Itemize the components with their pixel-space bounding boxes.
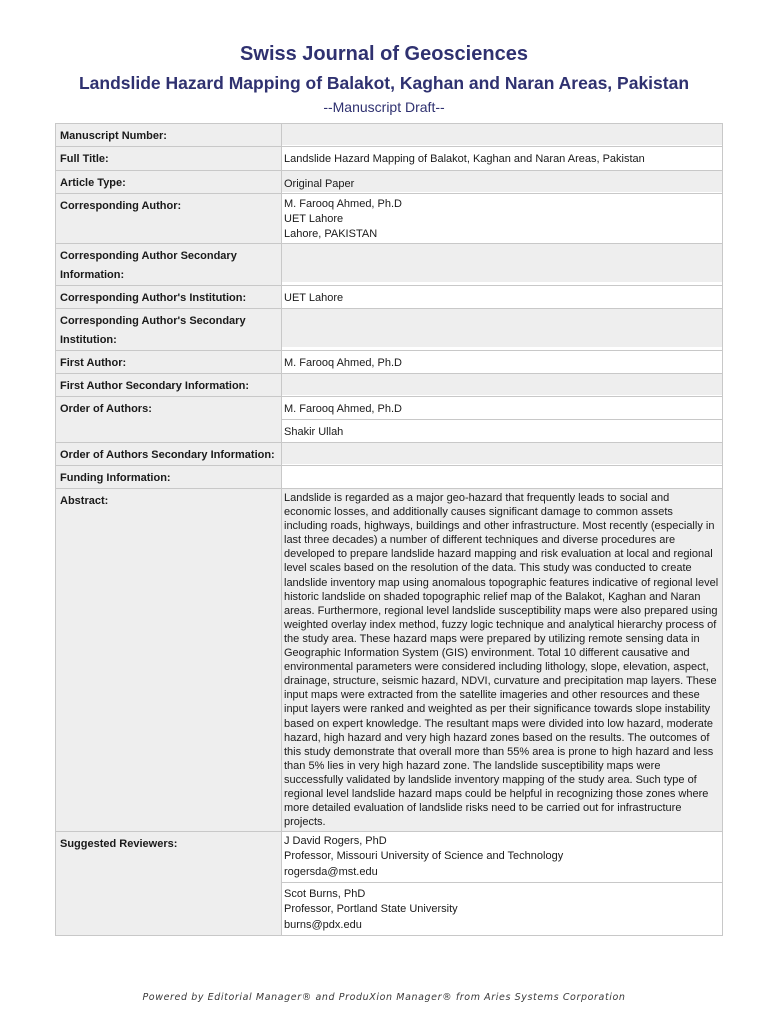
row-label: Abstract:	[56, 489, 282, 832]
table-row	[56, 147, 723, 171]
corresponding-author-value	[282, 194, 722, 243]
author-order-item: M. Farooq Ahmed, Ph.D	[282, 397, 722, 420]
reviewer-name: J David Rogers, PhD	[284, 835, 387, 848]
row-label: Manuscript Number:	[56, 124, 282, 147]
author-location: Lahore, PAKISTAN	[284, 228, 378, 240]
row-label: Corresponding Author:	[56, 194, 282, 244]
table-row	[56, 489, 723, 832]
table-row	[56, 466, 723, 489]
journal-title: Swiss Journal of Geosciences	[240, 43, 528, 65]
table-row	[56, 244, 723, 286]
author-name: M. Farooq Ahmed, Ph.D	[284, 198, 402, 210]
reviewer-name: Scot Burns, PhD	[284, 888, 366, 901]
corr-secondary-institution-value	[282, 309, 722, 347]
row-label: Funding Information:	[56, 466, 282, 489]
table-row	[56, 124, 723, 147]
row-label: Corresponding Author's Secondary Institution:	[56, 309, 282, 351]
row-label: First Author Secondary Information:	[56, 374, 282, 397]
row-label: First Author:	[56, 351, 282, 374]
article-type-value: Original Paper	[282, 171, 722, 192]
row-label: Suggested Reviewers:	[56, 832, 282, 936]
reviewer-email: rogersda@mst.edu	[284, 866, 378, 879]
full-title-value: Landslide Hazard Mapping of Balakot, Kaghan and Naran Areas, Pakistan	[282, 147, 722, 170]
funding-value	[282, 466, 722, 487]
table-row	[56, 309, 723, 351]
row-label: Full Title:	[56, 147, 282, 171]
reviewer-position: Professor, Missouri University of Science and Technology	[284, 850, 564, 863]
first-author-secondary-value	[282, 374, 722, 395]
corr-secondary-info-value	[282, 244, 722, 282]
first-author-value: M. Farooq Ahmed, Ph.D	[282, 351, 722, 373]
reviewer-entry	[282, 883, 722, 935]
manuscript-info-table	[55, 123, 723, 936]
author-order-item: Shakir Ullah	[282, 420, 722, 442]
table-row	[56, 397, 723, 443]
draft-label: --Manuscript Draft--	[323, 99, 445, 115]
row-label: Corresponding Author's Institution:	[56, 286, 282, 309]
table-row	[56, 194, 723, 244]
reviewer-entry	[282, 832, 722, 883]
order-secondary-value	[282, 443, 722, 464]
table-row	[56, 374, 723, 397]
row-label: Order of Authors Secondary Information:	[56, 443, 282, 466]
manuscript-title: Landslide Hazard Mapping of Balakot, Kaghan and Naran Areas, Pakistan	[78, 73, 690, 93]
table-row	[56, 351, 723, 374]
author-institution: UET Lahore	[284, 213, 344, 225]
abstract-text: Landslide is regarded as a major geo-hazard that frequently leads to social and economic losses, and additionally causes significant damage to common assets including roads, highways, buildings and other infrastructure. Most recently (especially in last three decades) a number of different techniques and diverse procedures are developed to prepare landslide hazard mapping and risk evaluation at local and regional level scales based on the resolution of the data. This study was conducted to create landslide inventory map using anomalous topographic features indicative of regional level historic landslide on shaded topographic relief map of the Balakot, Kaghan and Naran areas. Furthermore, regional level landslide susceptibility maps were also prepared using weighted overlay index method, fuzzy logic technique and analytical hierarchy process of the study area. These hazard maps were prepared by utilizing remote sensing data in Geographic Information System (GIS) environment. Total 10 different causative and environmental parameters were considered including lithology, slope, elevation, aspect, drainage, structure, seismic hazard, NDVI, curvature and precipitation map layers. These input maps were extracted from the satellite imageries and other resources and these input layers were ranked and weighted as per their significance towards slope instability based on expert knowledge. The resultant maps were divided into low hazard, moderate hazard, high hazard and very high hazard zones based on the results. The outcomes of this study demonstrate that overall more than 55% area is prone to high hazard and less than 5% lies in very high hazard zone. The landslide susceptibility maps were successfully validated by landslide inventory mapping of the study area. Such type of regional level landslide hazard maps could be helpful in recognizing those zones where more detailed evaluation of landslide risks need to be carried out for infrastructure projects.	[282, 489, 722, 831]
reviewer-email: burns@pdx.edu	[284, 919, 362, 932]
row-label: Order of Authors:	[56, 397, 282, 443]
corr-institution-value: UET Lahore	[282, 286, 722, 308]
row-label: Corresponding Author Secondary Information:	[56, 244, 282, 286]
reviewer-position: Professor, Portland State University	[284, 903, 458, 916]
table-row	[56, 443, 723, 466]
row-label: Article Type:	[56, 171, 282, 194]
table-row	[56, 171, 723, 194]
table-row	[56, 832, 723, 936]
footer-credit: Powered by Editorial Manager® and ProduXion Manager® from Aries Systems Corporation	[142, 992, 626, 1003]
table-row	[56, 286, 723, 309]
manuscript-number-value	[282, 124, 722, 145]
